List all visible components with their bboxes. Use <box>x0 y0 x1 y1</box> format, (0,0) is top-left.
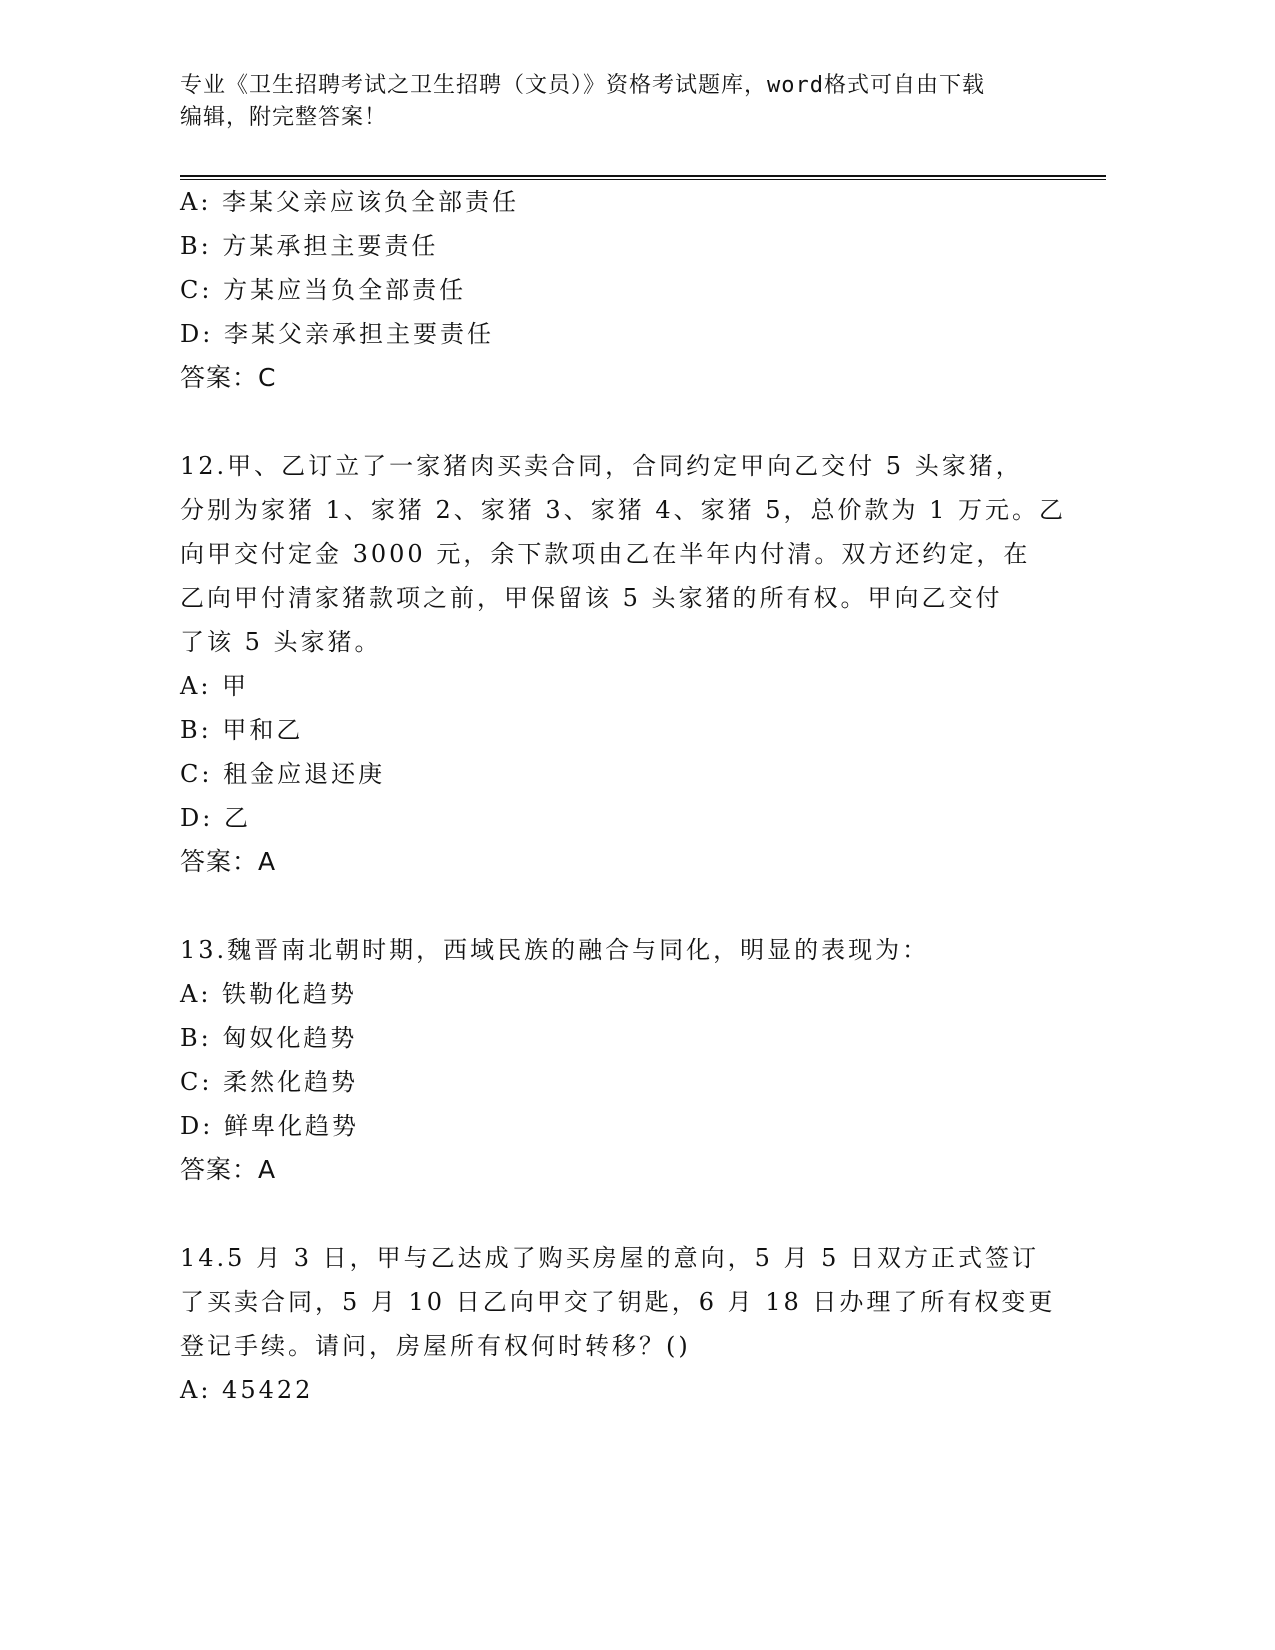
option-a: A: 45422 <box>180 1376 314 1404</box>
option-d: D: 李某父亲承担主要责任 <box>180 320 494 348</box>
option-a: A: 李某父亲应该负全部责任 <box>180 188 520 216</box>
question-12 <box>180 444 1067 884</box>
question-stem-line: 登记手续。请问，房屋所有权何时转移？() <box>180 1332 691 1360</box>
question-list <box>180 180 1067 1412</box>
option-c: C: 柔然化趋势 <box>180 1068 359 1096</box>
option-b: B: 匈奴化趋势 <box>180 1024 358 1052</box>
option-b: B: 方某承担主要责任 <box>180 232 439 260</box>
question-14 <box>180 1236 1056 1412</box>
question-spacer <box>180 884 1040 928</box>
question-11 <box>180 180 1040 400</box>
question-stem-line: 14.5 月 3 日，甲与乙达成了购买房屋的意向，5 月 5 日双方正式签订 <box>180 1244 1040 1272</box>
question-spacer <box>180 400 1040 444</box>
question-stem-line: 12.甲、乙订立了一家猪肉买卖合同，合同约定甲向乙交付 5 头家猪， <box>180 452 1023 480</box>
answer-label: 答案：C <box>180 363 277 392</box>
header-line-1: 专业《卫生招聘考试之卫生招聘（文员）》资格考试题库，word格式可自由下载 <box>180 73 985 98</box>
answer-label: 答案：A <box>180 1155 277 1184</box>
document-header <box>180 70 1080 134</box>
option-d: D: 鲜卑化趋势 <box>180 1112 359 1140</box>
option-a: A: 铁勒化趋势 <box>180 980 358 1008</box>
answer-label: 答案：A <box>180 847 277 876</box>
option-c: C: 方某应当负全部责任 <box>180 276 467 304</box>
option-d: D: 乙 <box>180 804 251 832</box>
question-stem-line: 了买卖合同，5 月 10 日乙向甲交了钥匙，6 月 18 日办理了所有权变更 <box>180 1288 1056 1316</box>
question-spacer <box>180 1192 1040 1236</box>
question-stem-line: 向甲交付定金 3000 元，余下款项由乙在半年内付清。双方还约定，在 <box>180 540 1031 568</box>
header-line-2: 编辑，附完整答案！ <box>180 105 388 130</box>
question-13 <box>180 928 1040 1192</box>
question-stem-line: 分别为家猪 1、家猪 2、家猪 3、家猪 4、家猪 5，总价款为 1 万元。乙 <box>180 496 1067 524</box>
question-stem-line: 乙向甲付清家猪款项之前，甲保留该 5 头家猪的所有权。甲向乙交付 <box>180 584 1003 612</box>
option-b: B: 甲和乙 <box>180 716 304 744</box>
question-stem-line: 了该 5 头家猪。 <box>180 628 382 656</box>
option-a: A: 甲 <box>180 672 250 700</box>
option-c: C: 租金应退还庚 <box>180 760 386 788</box>
question-stem-line: 13.魏晋南北朝时期，西域民族的融合与同化，明显的表现为： <box>180 936 930 964</box>
